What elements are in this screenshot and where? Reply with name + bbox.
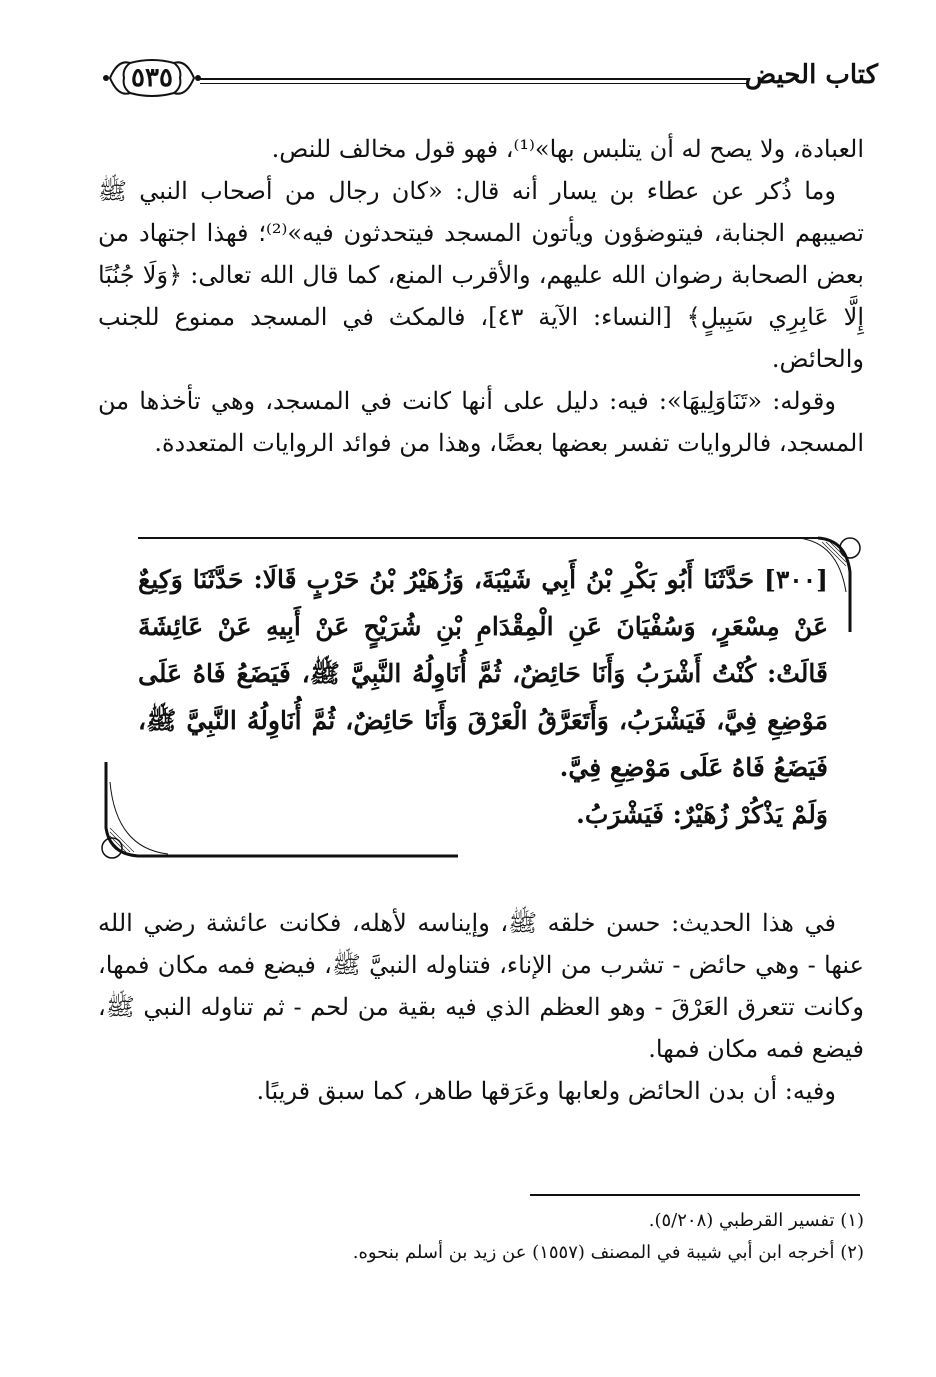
hadith-body: [٣٠٠] حَدَّثَنَا أَبُو بَكْرِ بْنُ أَبِي شَيْبَةَ، وَزُهَيْرُ بْنُ حَرْبٍ قَالَا: حَدَّثَنَا وَكِيعٌ عَنْ مِسْعَرٍ، وَسُفْيَانَ عَنِ الْمِقْدَامِ بْنِ شُرَيْحٍ عَنْ أَبِيهِ عَنْ عَائِشَةَ قَالَتْ: كُنْتُ أَشْرَبُ وَأَنَا حَائِضٌ، ثُمَّ أُنَاوِلُهُ النَّبِيَّ ﷺ، فَيَضَعُ فَاهُ عَلَى مَوْضِعِ فِيَّ، فَيَشْرَبُ، وَأَتَعَرَّقُ الْعَرْقَ وَأَنَا حَائِضٌ، ثُمَّ أُنَاوِلُهُ النَّبِيَّ ﷺ، فَيَضَعُ فَاهُ عَلَى مَوْضِعِ فِيَّ.	[138, 565, 828, 782]
header-rule	[200, 78, 748, 80]
page-number-ornament	[100, 55, 204, 101]
hadith-note: وَلَمْ يَذْكُرْ زُهَيْرٌ: فَيَشْرَبُ.	[576, 800, 828, 829]
header-rule-thin	[200, 83, 748, 84]
footnote-separator	[530, 1194, 860, 1196]
page-number: ٥٣٥	[131, 63, 173, 93]
footnotes	[98, 1205, 864, 1269]
hadith-text	[138, 556, 828, 838]
page-header	[100, 50, 878, 110]
paragraph: وفيه: أن بدن الحائض ولعابها وعَرَقها طاهر، كما سبق قريبًا.	[256, 1077, 836, 1105]
footnote: (١) تفسير القرطبي (٥/٢٠٨).	[648, 1210, 864, 1231]
book-title: كتاب الحيض	[744, 60, 878, 90]
footnote: (٢) أخرجه ابن أبي شيبة في المصنف (١٥٥٧) عن زيد بن أسلم بنحوه.	[352, 1242, 864, 1263]
paragraph: في هذا الحديث: حسن خلقه ﷺ، وإيناسه لأهله، فكانت عائشة رضي الله عنها - وهي حائض - تشرب من الإناء، فتناوله النبيَّ ﷺ، فيضع فمه مكان فمها، وكانت تتعرق العَرْقَ - وهو العظم الذي فيه بقية من لحم - ثم تناوله النبي ﷺ، فيضع فمه مكان فمها.	[98, 909, 864, 1063]
paragraph: العبادة، ولا يصح له أن يتلبس بها»⁽¹⁾، فهو قول مخالف للنص.	[271, 135, 864, 163]
paragraph: وقوله: «تَنَاوَلِيهَا»: فيه: دليل على أنها كانت في المسجد، وهي تأخذها من المسجد، فالروايات تفسر بعضها بعضًا، وهذا من فوائد الروايات المتعددة.	[98, 387, 864, 457]
top-text	[98, 128, 864, 464]
paragraph: وما ذُكر عن عطاء بن يسار أنه قال: «كان رجال من أصحاب النبي ﷺ تصيبهم الجنابة، فيتوضؤون ويأتون المسجد فيتحدثون فيه»⁽²⁾؛ فهذا اجتهاد من بعض الصحابة رضوان الله عليهم، والأقرب المنع، كما قال الله تعالى: ﴿وَلَا جُنُبًا إِلَّا عَابِرِي سَبِيلٍ﴾ [النساء: الآية ٤٣]، فالمكث في المسجد ممنوع للجنب والحائض.	[98, 177, 864, 373]
hadith-frame	[98, 532, 866, 862]
bottom-text	[98, 902, 864, 1112]
